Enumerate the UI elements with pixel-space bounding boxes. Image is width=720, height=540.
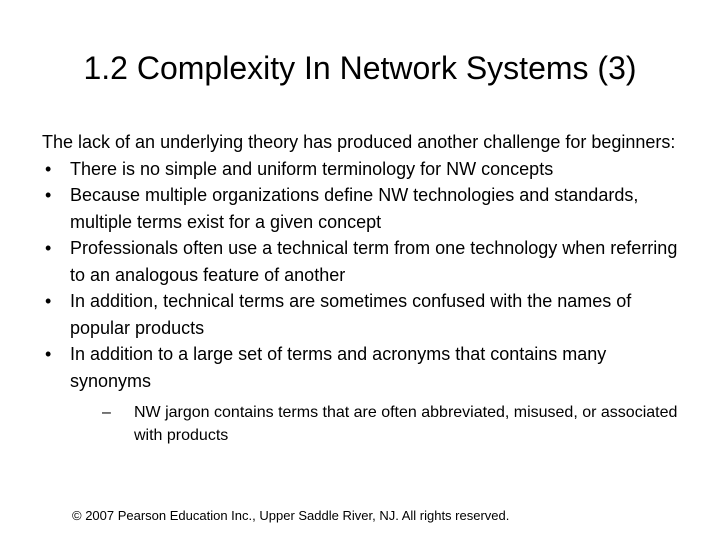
slide-body xyxy=(42,129,682,447)
sub-bullet-item xyxy=(102,402,682,447)
slide-title: 1.2 Complexity In Network Systems (3) xyxy=(83,50,637,86)
copyright-footer: © 2007 Pearson Education Inc., Upper Saddle River, NJ. All rights reserved. xyxy=(72,508,510,523)
bullet-dot-icon: • xyxy=(45,291,52,311)
bullet-text: There is no simple and uniform terminology for NW concepts xyxy=(70,158,554,179)
bullet-dot-icon: • xyxy=(45,238,52,258)
bullet-list xyxy=(42,156,682,448)
bullet-item xyxy=(42,235,682,288)
dash-icon: – xyxy=(102,404,111,421)
intro-text: The lack of an underlying theory has produced another challenge for beginners: xyxy=(42,132,676,152)
bullet-text: Because multiple organizations define NW technologies and standards, multiple terms exist for a given concept xyxy=(70,185,639,232)
sub-bullet-text: NW jargon contains terms that are often abbreviated, misused, or associated with products xyxy=(134,404,678,444)
bullet-item xyxy=(42,182,682,235)
bullet-dot-icon: • xyxy=(45,158,52,179)
bullet-text: Professionals often use a technical term from one technology when referring to an analogous feature of another xyxy=(70,238,678,285)
bullet-text: In addition to a large set of terms and acronyms that contains many synonyms xyxy=(70,344,607,391)
bullet-dot-icon: • xyxy=(45,185,52,205)
bullet-item xyxy=(42,288,682,341)
bullet-item xyxy=(42,156,682,183)
bullet-item xyxy=(42,341,682,447)
bullet-text: In addition, technical terms are sometimes confused with the names of popular products xyxy=(70,291,632,338)
bullet-dot-icon: • xyxy=(45,344,52,364)
sub-bullet-list xyxy=(102,402,682,447)
